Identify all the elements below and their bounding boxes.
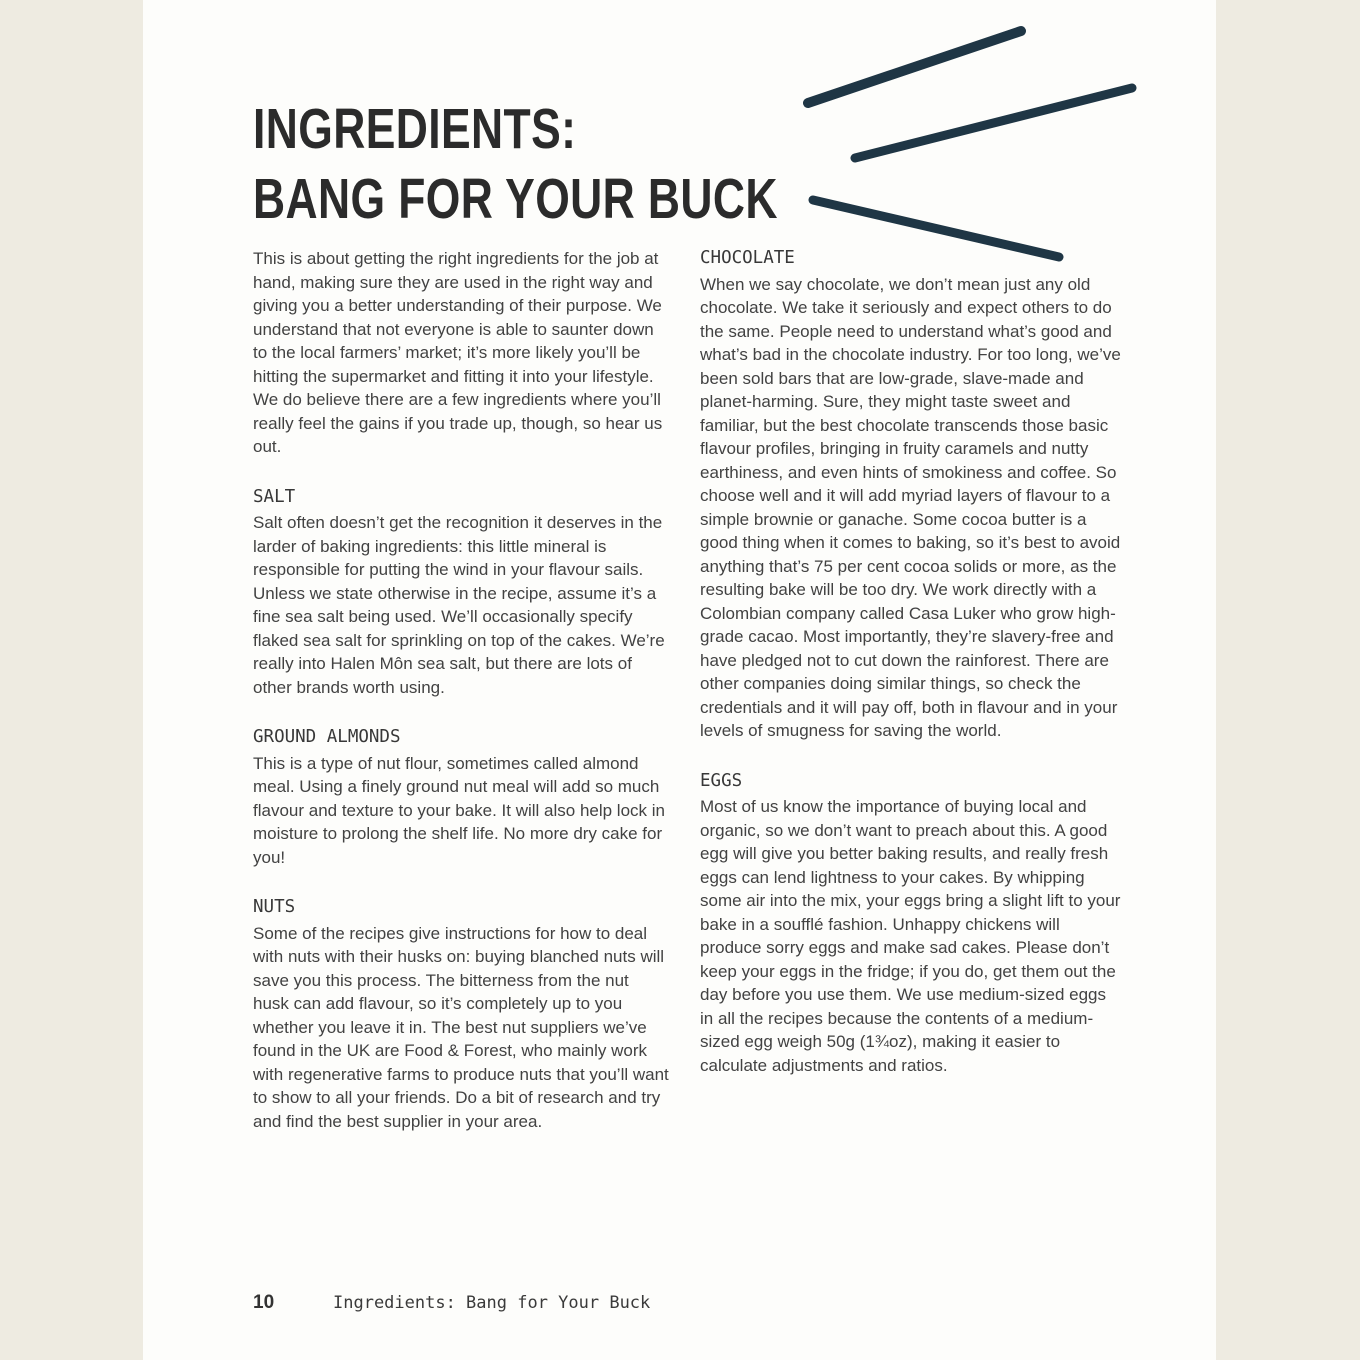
page-title <box>253 94 778 234</box>
book-page <box>143 0 1216 1360</box>
section-heading-ground-almonds: GROUND ALMONDS <box>253 727 401 747</box>
section-ground-almonds <box>253 726 669 869</box>
running-title: Ingredients: Bang for Your Buck <box>333 1293 651 1313</box>
section-heading-chocolate: CHOCOLATE <box>700 248 795 268</box>
section-body-chocolate: When we say chocolate, we don’t mean just any old chocolate. We take it seriously and expect others to do the same. People need to understand what’s good and what’s bad in the chocolate industry. For too long, we’ve been sold bars that are low-grade, slave-made and planet-harming. Sure, they might taste sweet and familiar, but the best chocolate transcends those basic flavour profiles, bringing in fruity caramels and nutty earthiness, and even hints of smokiness and coffee. So choose well and it will add myriad layers of flavour to a simple brownie or ganache. Some cocoa butter is a good thing when it comes to baking, so it’s best to avoid anything that’s 75 per cent cocoa solids or more, as the resulting bake will be too dry. We work directly with a Colombian company called Casa Luker who grow high-grade cacao. Most importantly, they’re slavery-free and have pledged not to cut down the rainforest. There are other companies doing similar things, so check the credentials and it will pay off, both in flavour and in your levels of smugness for saving the world. <box>700 274 1121 740</box>
marker-stroke-top <box>808 31 1021 103</box>
marker-strokes-icon <box>790 18 1162 270</box>
page-footer <box>253 1292 650 1314</box>
section-chocolate <box>700 247 1122 743</box>
section-salt <box>253 486 669 700</box>
section-body-nuts: Some of the recipes give instructions for how to deal with nuts with their husks on: buying blanched nuts will save you this process. The bitterness from the nut husk can add flavour, so it’s completely up to you whether you leave it in. The best nut suppliers we’ve found in the UK are Food & Forest, who mainly work with regenerative farms to produce nuts that you’ll want to show to all your friends. Do a bit of research and try and find the best supplier in your area. <box>253 923 669 1131</box>
section-body-ground-almonds: This is a type of nut flour, sometimes called almond meal. Using a finely ground nut meal will add so much flavour and texture to your bake. It will also help lock in moisture to prolong the shelf life. No more dry cake for you! <box>253 753 665 867</box>
section-eggs <box>700 770 1122 1078</box>
right-column <box>700 247 1122 1077</box>
page-title-line1: INGREDIENTS: <box>253 97 577 161</box>
section-heading-salt: SALT <box>253 486 296 507</box>
section-nuts <box>253 896 669 1133</box>
marker-stroke-middle <box>855 88 1132 158</box>
intro-paragraph: This is about getting the right ingredients for the job at hand, making sure they are used in the right way and giving you a better understanding of their purpose. We understand that not everyone is able to saunter down to the local farmers’ market; it’s more likely you’ll be hitting the supermarket and fitting it into your lifestyle. We do believe there are a few ingredients where you’ll really feel the gains if you trade up, though, so hear us out. <box>253 249 663 456</box>
left-column <box>253 247 669 1133</box>
section-body-eggs: Most of us know the importance of buying local and organic, so we don’t want to preach about this. A good egg will give you better baking results, and really fresh eggs can lend lightness to your cakes. By whipping some air into the mix, your eggs bring a slight lift to your bake in a soufflé fashion. Unhappy chickens will produce sorry eggs and make sad cakes. Please don’t keep your eggs in the fridge; if you do, get them out the day before you use them. We use medium-sized eggs in all the recipes because the contents of a medium-sized egg weigh 50g (1¾oz), making it easier to calculate adjustments and ratios. <box>700 797 1121 1075</box>
page-title-line2: BANG FOR YOUR BUCK <box>253 167 778 231</box>
section-heading-eggs: EGGS <box>700 770 743 791</box>
section-body-salt: Salt often doesn’t get the recognition it deserves in the larder of baking ingredients: this little mineral is responsible for putting the wind in your flavour sails. Unless we state otherwise in the recipe, assume it’s a fine sea salt being used. We’ll occasionally specify flaked sea salt for sprinkling on top of the cakes. We’re really into Halen Môn sea salt, but there are lots of other brands worth using. <box>253 513 665 697</box>
section-heading-nuts: NUTS <box>253 897 296 917</box>
page-number: 10 <box>253 1292 275 1313</box>
